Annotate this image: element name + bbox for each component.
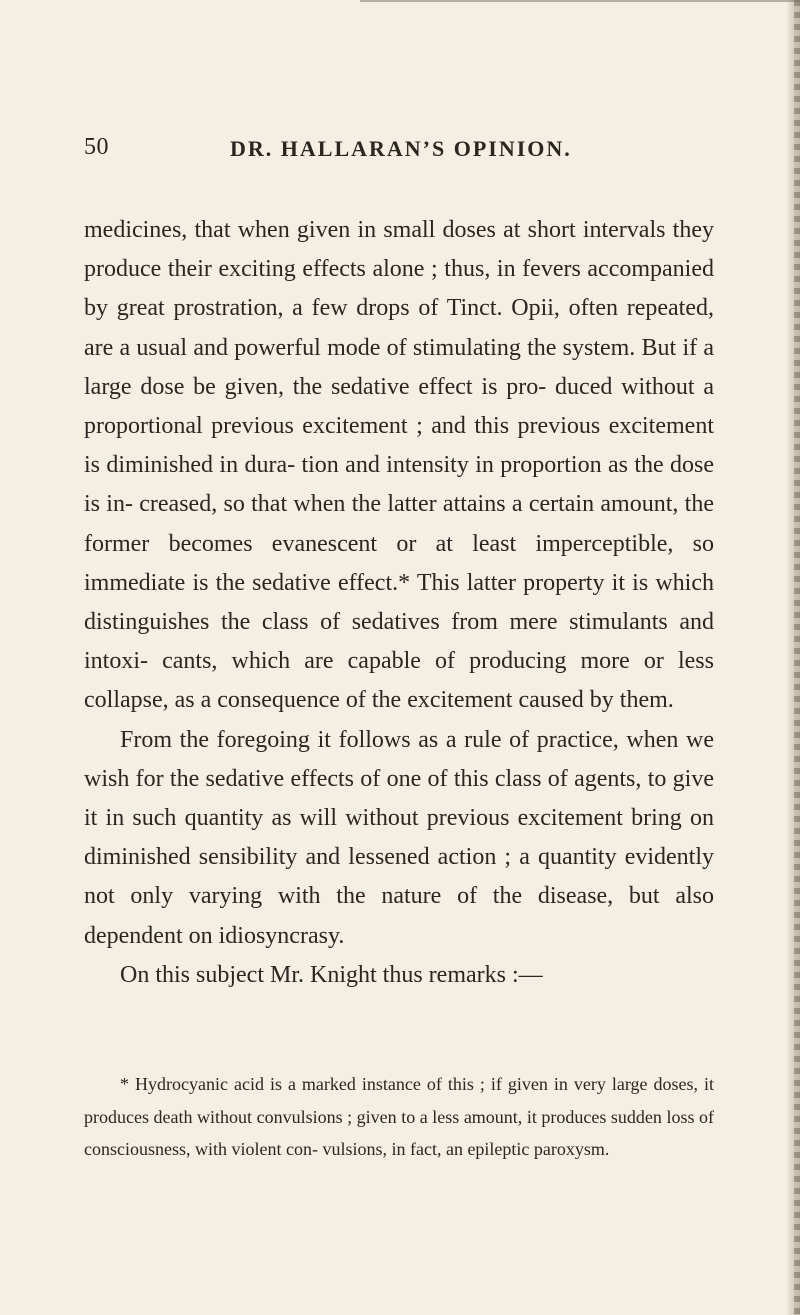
footnote-text: * Hydrocyanic acid is a marked instance of this ; if given in very large doses, it produces death without convulsions ; given to a less amount, it produces sudden loss of consciousness, with violent con- vulsions, in fact, an epileptic paroxysm.	[84, 1074, 714, 1159]
running-head: DR. HALLARAN’S OPINION.	[230, 136, 572, 161]
paragraph-2: From the foregoing it follows as a rule of practice, when we wish for the sedative effects of one of this class of agents, to give it in such quantity as will without previous excitement bring on diminished sensibility and lessened action ; a quantity evidently not only varying with the nature of the disease, but also dependent on idiosyncrasy.	[84, 726, 714, 949]
top-edge-shadow	[360, 0, 800, 2]
paragraph-1: medicines, that when given in small doses at short intervals they produce their exciting effects alone ; thus, in fevers accompanied by great prostration, a few drops of Tinct. Opii, often repeated, are a usual and powerful mode of stimulating the system. But if a large dose be given, the sedative effect is pro- duced without a proportional previous excitement ; and this previous excitement is diminished in dura- tion and intensity in proportion as the dose is in- creased, so that when the latter attains a certain amount, the former becomes evanescent or at least imperceptible, so immediate is the sedative effect.* This latter property it is which distinguishes the class of sedatives from mere stimulants and intoxi- cants, which are capable of producing more or less collapse, as a consequence of the excitement caused by them.	[84, 217, 714, 714]
page-edge-strip	[794, 0, 800, 1315]
page-number: 50	[84, 134, 109, 160]
footnote	[84, 1068, 714, 1166]
body-text	[84, 211, 714, 995]
paragraph-3: On this subject Mr. Knight thus remarks :—	[120, 961, 543, 988]
page-header	[84, 134, 704, 174]
